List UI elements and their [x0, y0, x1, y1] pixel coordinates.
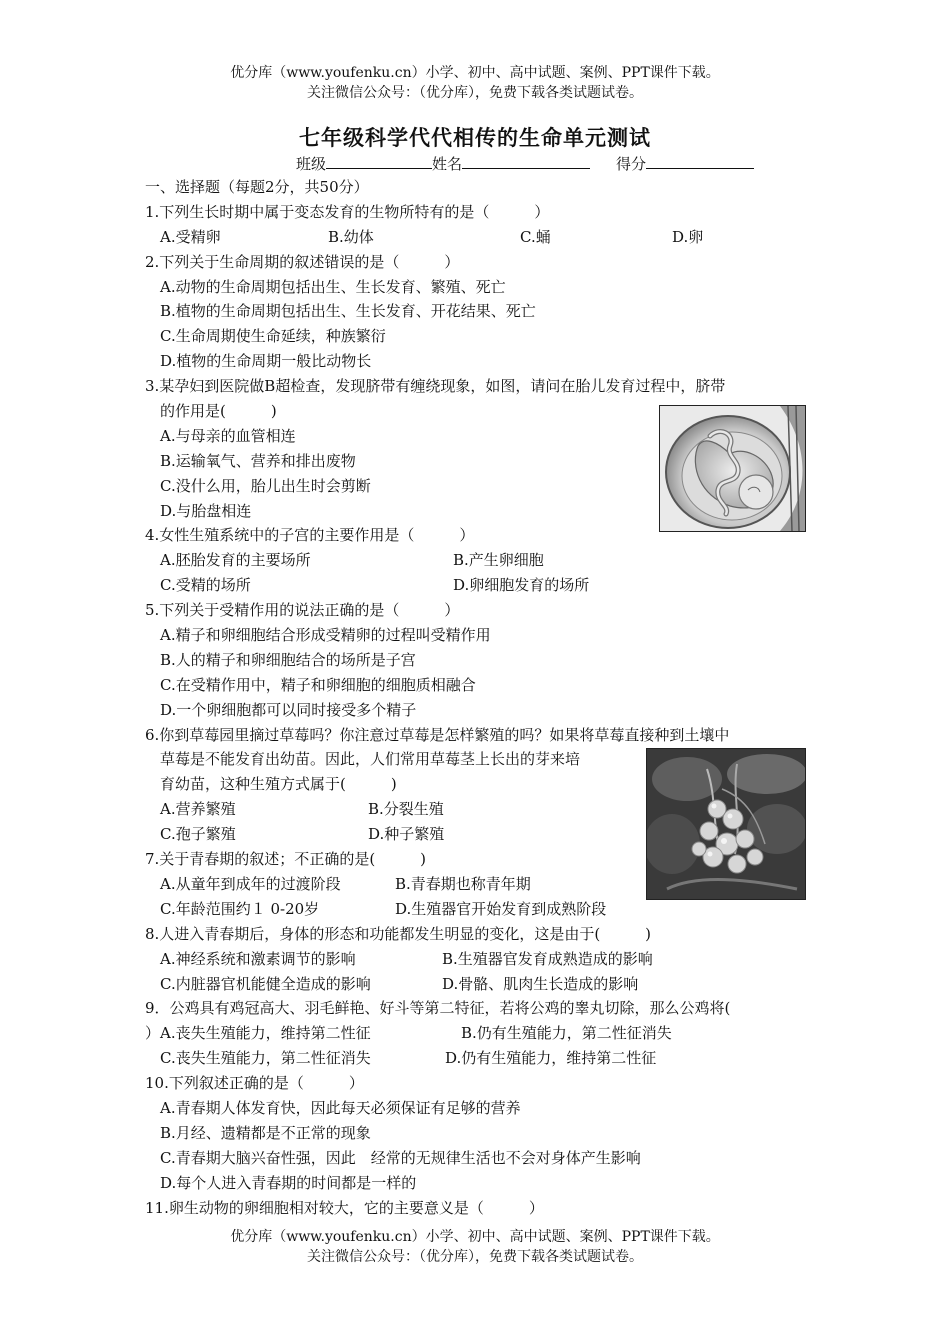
q8-option-c: C.内脏器官机能健全造成的影响	[160, 974, 371, 993]
q3-option-c: C.没什么用，胎儿出生时会剪断	[160, 476, 371, 495]
q3-stem-2: 的作用是( )	[160, 402, 277, 421]
q4-option-a: A.胚胎发育的主要场所	[160, 551, 311, 570]
q1-options	[145, 225, 815, 250]
fetus-illustration-icon	[660, 406, 805, 531]
q4-stem: 4.女性生殖系统中的子宫的主要作用是（ ）	[145, 526, 475, 545]
q1-option-b: B.幼体	[328, 227, 374, 246]
score-label: 得分	[616, 155, 647, 173]
q10-option-a: A.青春期人体发育快，因此每天必须保证有足够的营养	[160, 1098, 521, 1117]
q5-option-a: A.精子和卵细胞结合形成受精卵的过程叫受精作用	[160, 626, 491, 645]
q7-stem: 7.关于青春期的叙述；不正确的是( )	[145, 850, 427, 869]
q8-option-d: D.骨骼、肌肉生长造成的影响	[442, 974, 639, 993]
score-blank	[646, 154, 754, 169]
q3-option-d: D.与胎盘相连	[160, 501, 252, 520]
q5-stem: 5.下列关于受精作用的说法正确的是（ ）	[145, 601, 460, 620]
name-blank	[462, 154, 590, 169]
q3-stem-1: 3.某孕妇到医院做B超检查，发现脐带有缠绕现象，如图，请问在胎儿发育过程中，脐带	[145, 377, 726, 396]
q4-option-b: B.产生卵细胞	[453, 551, 544, 570]
q6-option-b: B.分裂生殖	[368, 800, 444, 819]
header-line-1: 优分库（www.youfenku.cn）小学、初中、高中试题、案例、PPT课件下载。	[230, 65, 720, 81]
q6-stem-1: 6.你到草莓园里摘过草莓吗？你注意过草莓是怎样繁殖的吗？如果将草莓直接种到土壤中	[145, 725, 730, 744]
q6-option-a: A.营养繁殖	[160, 800, 236, 819]
q5-option-d: D.一个卵细胞都可以同时接受多个精子	[160, 700, 417, 719]
q4-option-c: C.受精的场所	[160, 576, 251, 595]
q2-option-b: B.植物的生命周期包括出生、生长发育、开花结果、死亡	[160, 302, 536, 321]
q2-option-a: A.动物的生命周期包括出生、生长发育、繁殖、死亡	[160, 277, 506, 296]
student-info-line	[296, 153, 754, 174]
q6-option-c: C.孢子繁殖	[160, 825, 236, 844]
question-list	[145, 175, 815, 1220]
q10-option-b: B.月经、遗精都是不正常的现象	[160, 1123, 371, 1142]
q9-options-row-1	[145, 1021, 815, 1046]
q7-option-b: B.青春期也称青年期	[395, 874, 531, 893]
strawberry-illustration-icon	[647, 749, 805, 899]
q10-option-c: C.青春期大脑兴奋性强，因此 经常的无规律生活也不会对身体产生影响	[160, 1148, 641, 1167]
fetus-ultrasound-image	[659, 405, 806, 532]
q6-stem-2: 草莓是不能发育出幼苗。因此，人们常用草莓茎上长出的芽来培	[160, 750, 581, 769]
page-title: 七年级科学代代相传的生命单元测试	[299, 125, 651, 150]
q4-options-row-2	[145, 573, 815, 598]
q9-option-c: C.丧失生殖能力，第二性征消失	[160, 1049, 371, 1068]
q6-option-d: D.种子繁殖	[368, 825, 445, 844]
q1-option-c: C.蛹	[520, 227, 551, 246]
q4-option-d: D.卵细胞发育的场所	[453, 576, 590, 595]
q1-option-d: D.卵	[672, 227, 704, 246]
q5-option-b: B.人的精子和卵细胞结合的场所是子宫	[160, 650, 416, 669]
q7-options-row-2	[145, 897, 815, 922]
class-blank	[326, 154, 432, 169]
q3-option-a: A.与母亲的血管相连	[160, 426, 296, 445]
q3-option-b: B.运输氧气、营养和排出废物	[160, 451, 356, 470]
q6-stem-3: 育幼苗，这种生殖方式属于( )	[160, 775, 397, 794]
class-label: 班级	[296, 155, 327, 173]
footer-line-2: 关注微信公众号：（优分库），免费下载各类试题试卷。	[307, 1249, 643, 1265]
q2-option-d: D.植物的生命周期一般比动物长	[160, 352, 372, 371]
q9-option-d: D.仍有生殖能力，维持第二性征	[445, 1049, 657, 1068]
q4-options-row-1	[145, 548, 815, 573]
section-heading: 一、选择题（每题2分，共50分）	[145, 178, 369, 196]
q10-stem: 10.下列叙述正确的是（ ）	[145, 1074, 364, 1093]
q9-options-row-2	[145, 1046, 815, 1071]
q1-stem: 1.下列生长时期中属于变态发育的生物所特有的是（ ）	[145, 202, 550, 221]
q9-stem-2-option-a: ）A.丧失生殖能力，维持第二性征	[145, 1024, 371, 1043]
q8-option-b: B.生殖器官发育成熟造成的影响	[442, 949, 653, 968]
q8-option-a: A.神经系统和激素调节的影响	[160, 949, 356, 968]
q8-options-row-1	[145, 947, 815, 972]
header-line-2: 关注微信公众号：（优分库），免费下载各类试题试卷。	[307, 85, 643, 101]
q7-option-d: D.生殖器官开始发育到成熟阶段	[395, 899, 607, 918]
q2-stem: 2.下列关于生命周期的叙述错误的是（ ）	[145, 252, 460, 271]
q5-option-c: C.在受精作用中，精子和卵细胞的细胞质相融合	[160, 675, 476, 694]
q1-option-a: A.受精卵	[160, 227, 221, 246]
footer-line-1: 优分库（www.youfenku.cn）小学、初中、高中试题、案例、PPT课件下载。	[230, 1229, 720, 1245]
strawberry-plant-image	[646, 748, 806, 900]
q10-option-d: D.每个人进入青春期的时间都是一样的	[160, 1173, 417, 1192]
q7-option-c: C.年龄范围约１ 0-20岁	[160, 899, 320, 918]
q2-option-c: C.生命周期使生命延续，种族繁衍	[160, 327, 386, 346]
q11-stem: 11.卵生动物的卵细胞相对较大，它的主要意义是（ ）	[145, 1198, 544, 1217]
q8-stem: 8.人进入青春期后，身体的形态和功能都发生明显的变化，这是由于( )	[145, 924, 652, 943]
q9-stem-1: 9．公鸡具有鸡冠高大、羽毛鲜艳、好斗等第二特征，若将公鸡的睾丸切除，那么公鸡将(	[145, 999, 731, 1018]
name-label: 姓名	[432, 155, 463, 173]
q7-option-a: A.从童年到成年的过渡阶段	[160, 874, 341, 893]
q9-option-b: B.仍有生殖能力，第二性征消失	[461, 1024, 672, 1043]
q8-options-row-2	[145, 972, 815, 997]
